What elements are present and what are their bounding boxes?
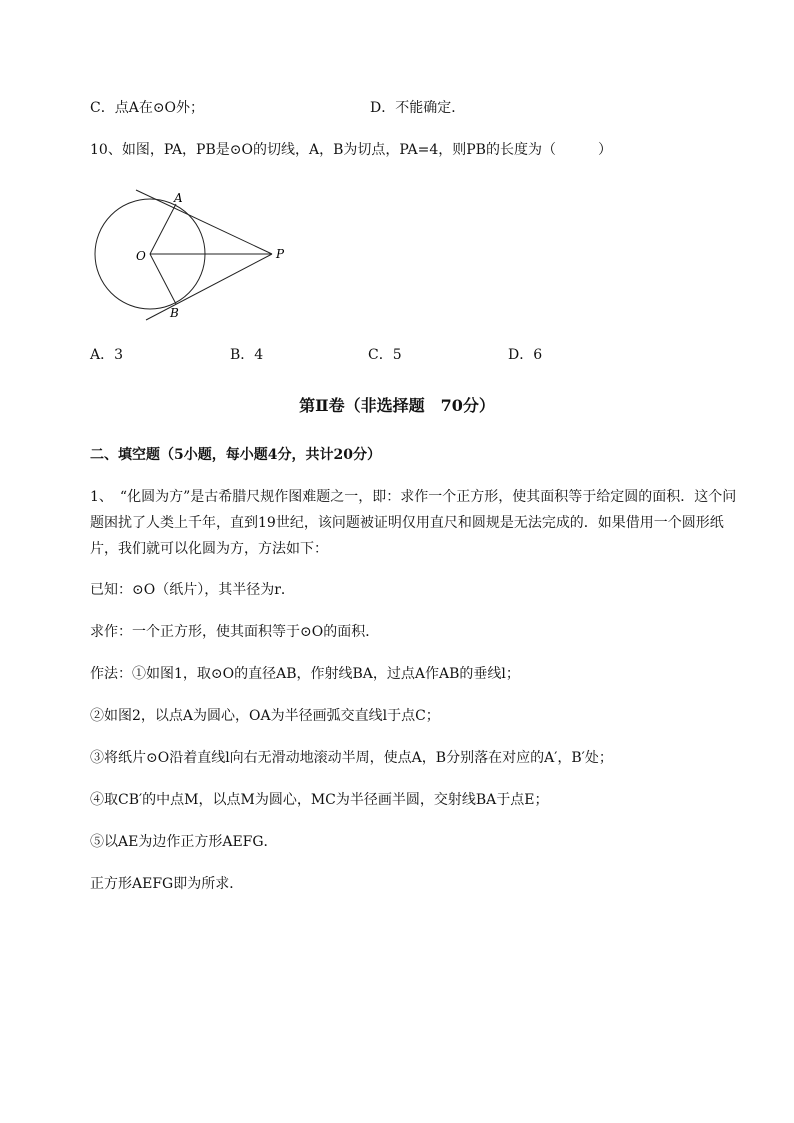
segment-ob xyxy=(150,254,176,304)
segment-oa xyxy=(150,204,176,254)
question-10-stem: 10、如图，PA，PB是⊙O的切线，A，B为切点，PA=4，则PB的长度为（ ） xyxy=(90,142,612,158)
section-2-heading: 二、填空题（5小题，每小题4分，共计20分） xyxy=(90,447,381,463)
q1-known: 已知：⊙O（纸片），其半径为r． xyxy=(90,582,295,598)
q1-step-2: ②如图2，以点A为圆心，OA为半径画弧交直线l于点C； xyxy=(90,708,440,724)
option-d-q9: D．不能确定． xyxy=(370,100,466,116)
option-b-q10: B．4 xyxy=(230,347,264,363)
q1-conclusion: 正方形AEFG即为所求． xyxy=(90,876,244,892)
q1-step-3: ③将纸片⊙O沿着直线l向右无滑动地滚动半周，使点A，B分别落在对应的A′，B′处； xyxy=(90,750,613,766)
option-c-q9: C．点A在⊙O外； xyxy=(90,100,205,116)
tangent-figure xyxy=(88,180,298,325)
q1-step-4: ④取CB′的中点M，以点M为圆心，MC为半径画半圆，交射线BA于点E； xyxy=(90,792,549,808)
q1-required: 求作：一个正方形，使其面积等于⊙O的面积． xyxy=(90,624,380,640)
option-c-q10: C．5 xyxy=(368,347,402,363)
label-b: B xyxy=(170,306,179,320)
q1-step-5: ⑤以AE为边作正方形AEFG． xyxy=(90,834,278,850)
label-o: O xyxy=(136,249,146,263)
label-a: A xyxy=(174,191,183,205)
option-a-q10: A．3 xyxy=(90,347,124,363)
option-d-q10: D．6 xyxy=(508,347,543,363)
q1-step-1: 作法：①如图1，取⊙O的直径AB，作射线BA，过点A作AB的垂线l； xyxy=(90,666,520,682)
tangent-pb xyxy=(146,254,272,320)
q1-intro: 1、 “化圆为方”是古希腊尺规作图难题之一，即：求作一个正方形，使其面积等于给定圆的面积．这个问题困扰了人类上千年，直到19世纪，该问题被证明仅用直尺和圆规是无法完成的．如果借用一个圆形纸片，我们就可以化圆为方，方法如下： xyxy=(90,489,737,557)
label-p: P xyxy=(276,247,285,261)
part-2-title: 第Ⅱ卷（非选择题 70分） xyxy=(299,396,495,415)
